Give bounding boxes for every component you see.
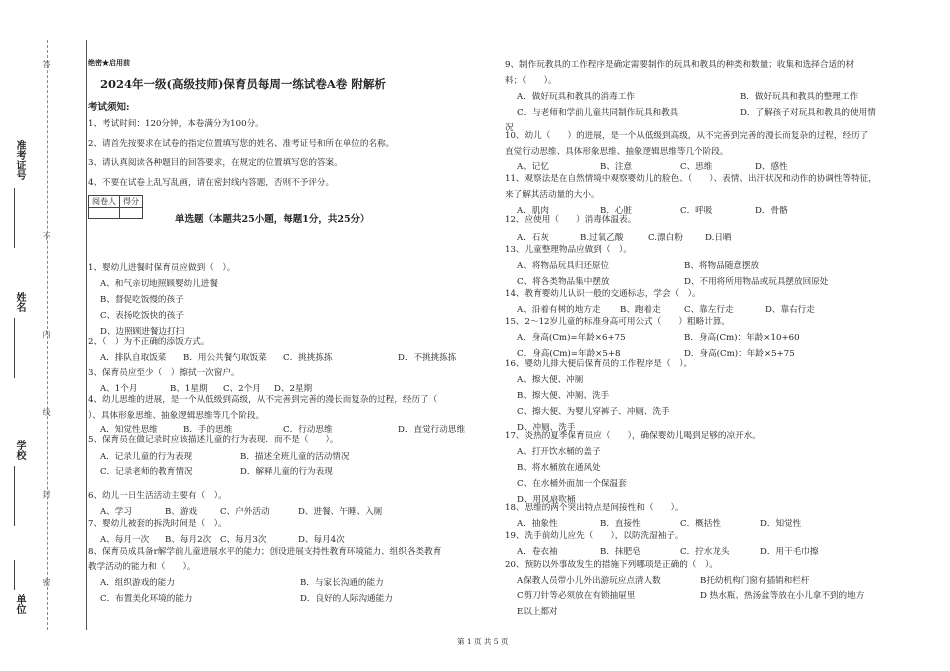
option-5-0[interactable]: A．记录儿童的行为表现 (100, 452, 193, 462)
option-20-4[interactable]: E以上都对 (517, 607, 558, 617)
option-5-3[interactable]: D．解释儿童的行为表现 (240, 467, 333, 477)
exam-id-label: 准考证号 (14, 140, 25, 180)
question-stem-cont: 来了解其活动量的大小。 (505, 190, 600, 200)
option-18-0[interactable]: A．抽象性 (517, 519, 558, 529)
seal-char-3: 内 (42, 330, 51, 339)
option-20-0[interactable]: A保教人员带小儿外出游玩应点清人数 (517, 576, 661, 586)
option-13-1[interactable]: B、将物品随意摆放 (684, 261, 760, 271)
option-4-3[interactable]: D．直觉行动思维 (398, 425, 466, 435)
question-stem: 1、婴幼儿进餐时保育员应做到（ ）。 (88, 263, 236, 273)
option-4-1[interactable]: B．手的思维 (183, 425, 233, 435)
question-stem-cont: ）、具体形象思维、抽象逻辑思维等几个阶段。 (88, 411, 265, 421)
score-table-score: 得分 (120, 196, 143, 208)
option-8-0[interactable]: A．组织游戏的能力 (100, 578, 175, 588)
question-stem: 18、思维的两个突出特点是间接性和（ ）。 (505, 503, 684, 513)
score-cell[interactable] (120, 208, 143, 219)
option-19-1[interactable]: B．抹肥皂 (600, 547, 641, 557)
exam-id-field[interactable] (14, 188, 15, 248)
option-14-1[interactable]: B、跑着走 (620, 305, 661, 315)
question-stem: 5、保育员在做记录时应该描述儿童的行为表现．而不是（ ）。 (88, 435, 339, 445)
option-14-2[interactable]: C、靠左行走 (684, 305, 734, 315)
option-9-1[interactable]: B．做好玩具和教具的整理工作 (740, 92, 859, 102)
option-6-0[interactable]: A、学习 (100, 507, 132, 517)
option-6-1[interactable]: B、游戏 (165, 507, 198, 517)
option-7-1[interactable]: B、每月2次 (165, 535, 212, 545)
option-17-3[interactable]: D、用风扇吹桶 (517, 495, 576, 505)
option-20-1[interactable]: B托幼机构门窗有插销和栏杆 (700, 576, 810, 586)
question-stem: 10、幼儿（ ）的进展，是一个从低级到高级，从不完善到完善的漫长而复杂的过程，经历了 (505, 131, 869, 141)
question-stem: 3、保育员应至少（ ）擦拭一次窗户。 (88, 368, 240, 378)
option-10-1[interactable]: B、注意 (600, 162, 633, 172)
option-11-1[interactable]: B．心脏 (600, 206, 633, 216)
option-14-3[interactable]: D、靠右行走 (765, 305, 815, 315)
option-4-2[interactable]: C．行动思维 (283, 425, 333, 435)
question-stem: 20、预防以外事故发生的措施下列哪项是正确的（ ）。 (505, 560, 718, 570)
option-10-2[interactable]: C、思维 (680, 162, 713, 172)
option-19-2[interactable]: C．拧水龙头 (680, 547, 730, 557)
option-9-0[interactable]: A．做好玩具和教具的消毒工作 (517, 92, 635, 102)
option-5-1[interactable]: B．描述全班儿童的活动情况 (240, 452, 350, 462)
notice-2: 2、请首先按要求在试卷的指定位置填写您的姓名、准考证号和所在单位的名称。 (88, 139, 395, 149)
score-table-grader: 阅卷人 (89, 196, 120, 208)
option-16-0[interactable]: A、擦大便、冲厕 (517, 375, 584, 385)
option-11-0[interactable]: A．肌肉 (517, 206, 549, 216)
option-13-3[interactable]: D、不用将所用物品或玩具摆放回原处 (684, 277, 829, 287)
option-7-2[interactable]: C、每月3次 (220, 535, 267, 545)
page-footer: 第 1 页 共 5 页 (457, 637, 509, 646)
option-2-2[interactable]: C．挑挑拣拣 (283, 353, 333, 363)
option-1-3[interactable]: D、边照顾进餐边打扫 (100, 327, 185, 337)
option-5-2[interactable]: C．记录老师的教育情况 (100, 467, 193, 477)
option-10-3[interactable]: D、感性 (755, 162, 788, 172)
seal-char-4: 线 (42, 408, 51, 417)
option-7-0[interactable]: A、每月一次 (100, 535, 150, 545)
notice-title: 考试须知: (88, 102, 130, 113)
seal-char-5: 封 (42, 490, 51, 499)
option-9-2[interactable]: C．与老师和学前儿童共同制作玩具和教具 (517, 108, 679, 118)
option-18-1[interactable]: B．直接性 (600, 519, 641, 529)
option-1-2[interactable]: C、表扬吃饭快的孩子 (100, 311, 184, 321)
question-stem: 15、2～12岁儿童的标准身高可用公式（ ）粗略计算。 (505, 317, 730, 327)
option-3-2[interactable]: C、2个月 (223, 384, 261, 394)
question-stem: 9、制作玩教具的工作程序是确定需要制作的玩具和教具的种类和数量；收集和选择合适的材 (505, 60, 855, 70)
option-8-3[interactable]: D．良好的人际沟通能力 (300, 594, 393, 604)
option-13-0[interactable]: A、将物品玩具归还原位 (517, 261, 610, 271)
school-label: 学校 (14, 440, 25, 460)
option-3-1[interactable]: B、1星期 (170, 384, 208, 394)
option-15-3[interactable]: D．身高(Cm)：年龄×5+75 (684, 349, 795, 359)
option-16-2[interactable]: C、擦大便、为婴儿穿裤子、冲厕、洗手 (517, 407, 670, 417)
school-field[interactable] (14, 466, 15, 526)
option-3-0[interactable]: A、1个月 (100, 384, 138, 394)
option-19-0[interactable]: A．卷衣袖 (517, 547, 558, 557)
section-title: 单选题（本题共25小题，每题1分，共25分） (175, 214, 370, 225)
question-stem-cont: 料；（ ）。 (505, 76, 557, 86)
name-label: 姓名 (14, 292, 25, 312)
option-12-1[interactable]: B.过氧乙酸 (580, 233, 624, 243)
option-8-1[interactable]: B．与家长沟通的能力 (300, 578, 384, 588)
question-stem: 19、洗手前幼儿应先（ ），以防洗湿袖子。 (505, 531, 684, 541)
option-6-2[interactable]: C、户外活动 (220, 507, 270, 517)
notice-3: 3、请认真阅读各种题目的回答要求，在规定的位置填写您的答案。 (88, 158, 343, 168)
question-stem: 17、炎热的夏季保育员应（ ），确保婴幼儿喝到足够的凉开水。 (505, 431, 761, 441)
question-stem: 7、婴幼儿被套的拆洗时间是（ ）。 (88, 519, 227, 529)
unit-label: 单位 (14, 594, 25, 614)
notice-1: 1、考试时间：120分钟，本卷满分为100分。 (88, 119, 264, 129)
option-15-0[interactable]: A．身高(Cm)=年龄×6+75 (517, 333, 626, 343)
seal-char-2: 不 (42, 232, 51, 241)
question-stem: 16、婴幼儿排大便后保育员的工作程序是（ ）。 (505, 359, 693, 369)
option-wrap[interactable]: 况 (505, 123, 514, 133)
option-8-2[interactable]: C．布置美化环境的能力 (100, 594, 193, 604)
option-11-3[interactable]: D．骨骼 (755, 206, 788, 216)
seal-char-1: 答 (42, 60, 51, 69)
option-4-0[interactable]: A．知觉性思维 (100, 425, 158, 435)
option-2-0[interactable]: A．排队自取饭菜 (100, 353, 167, 363)
option-17-1[interactable]: B、将水桶放在通风处 (517, 463, 601, 473)
option-1-1[interactable]: B、督促吃饭慢的孩子 (100, 295, 184, 305)
option-18-3[interactable]: D．知觉性 (760, 519, 802, 529)
option-3-3[interactable]: D、2星期 (274, 384, 313, 394)
grader-cell[interactable] (89, 208, 120, 219)
option-1-0[interactable]: A、和气亲切地照顾婴幼儿进餐 (100, 279, 218, 289)
option-17-2[interactable]: C、在水桶外面加一个保温套 (517, 479, 627, 489)
question-stem: 14、教育婴幼儿认识一般的交通标志，学会（ ）。 (505, 289, 701, 299)
question-stem: 8、保育员成具备r解学前儿童进展水平的能力；创设进展支持性教育环境能力、组织各类教育 (88, 547, 442, 557)
question-stem: 13、儿童整理物品应做到（ ）。 (505, 245, 632, 255)
option-12-2[interactable]: C.漂白粉 (648, 233, 683, 243)
option-12-3[interactable]: D.日晒 (705, 233, 732, 243)
question-stem: 2、（ ）为不正确的添饭方式。 (88, 337, 210, 347)
option-10-0[interactable]: A、记忆 (517, 162, 549, 172)
option-20-2[interactable]: C剪刀针等必须放在有锁抽屉里 (517, 591, 636, 601)
unit-field[interactable] (14, 560, 15, 590)
secret-mark: 绝密★启用前 (88, 58, 130, 67)
question-stem: 4、幼儿思维的进展，是一个从低级到高级，从不完善到完善的漫长而复杂的过程，经历了（ (88, 395, 438, 405)
binding-line (86, 40, 87, 630)
option-18-2[interactable]: C．概括性 (680, 519, 721, 529)
option-20-3[interactable]: D 热水瓶、热汤盆等放在小儿拿不到的地方 (700, 591, 865, 601)
option-17-0[interactable]: A、打开饮水桶的盖子 (517, 447, 601, 457)
question-stem: 12、应使用（ ）消毒体温表。 (505, 215, 637, 225)
option-13-2[interactable]: C、将各类物品集中摆放 (517, 277, 610, 287)
option-7-3[interactable]: D、每月4次 (298, 535, 345, 545)
notice-4: 4、不要在试卷上乱写乱画，请在密封线内答题，否则不予评分。 (88, 178, 335, 188)
option-16-3[interactable]: D、冲厕、洗手 (517, 423, 576, 433)
option-2-1[interactable]: B．用公共餐勺取饭菜 (183, 353, 267, 363)
option-15-1[interactable]: B．身高(Cm)：年龄×10+60 (684, 333, 800, 343)
question-stem: 6、幼儿一日生活活动主要有（ ）。 (88, 491, 227, 501)
name-field[interactable] (14, 318, 15, 378)
option-9-3[interactable]: D．了解孩子对玩具和教具的使用情 (740, 108, 876, 118)
option-14-0[interactable]: A、沿着有树的地方走 (517, 305, 601, 315)
question-stem-cont: 教学活动的能力和（ ）。 (88, 562, 196, 572)
option-12-0[interactable]: A．石灰 (517, 233, 549, 243)
score-table (88, 195, 143, 219)
option-15-2[interactable]: C．身高(Cm)=年龄×5+8 (517, 349, 621, 359)
page-title: 2024年一级(高级技师)保育员每周一练试卷A卷 附解析 (100, 77, 386, 91)
option-16-1[interactable]: B、擦大便、冲厕、洗手 (517, 391, 610, 401)
option-19-3[interactable]: D．用干毛巾擦 (760, 547, 819, 557)
option-2-3[interactable]: D．不挑挑拣拣 (398, 353, 457, 363)
question-stem: 11、观察法是在自然情境中观察婴幼儿的脸色、（ ）、表情、出汗状况和动作的协调性等特征， (505, 174, 877, 184)
question-stem-cont: 直觉行动思维、具体形象思维、抽象逻辑思维等几个阶段。 (505, 147, 729, 157)
option-11-2[interactable]: C．呼吸 (680, 206, 713, 216)
option-6-3[interactable]: D、进餐、午睡、入厕 (298, 507, 383, 517)
seal-char-6: 密 (42, 578, 51, 587)
